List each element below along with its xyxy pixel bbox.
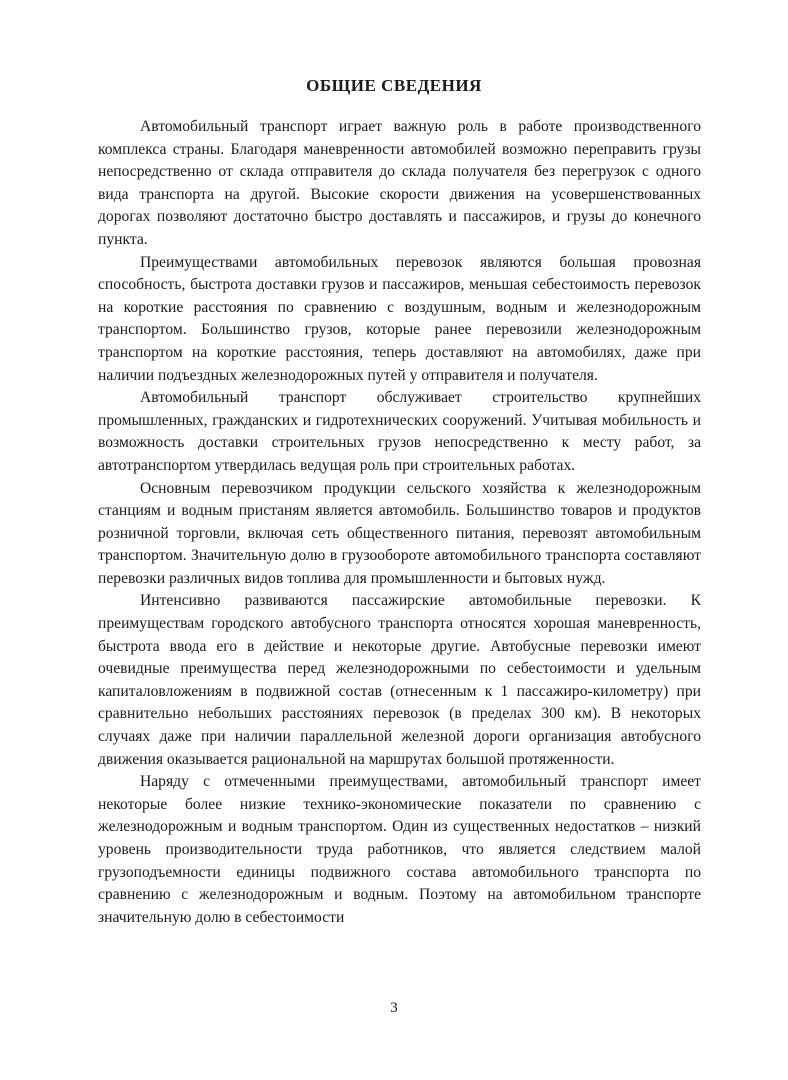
paragraph: Интенсивно развиваются пассажирские автомобильные перевозки. К преимуществам городского автобусного транспорта относятся хорошая маневренность, быстрота ввода его в действие и некоторые другие. Автобусные перевозки имеют очевидные преимущества перед железнодорожными по себестоимости и удельным капиталовложениям в подвижной состав (отнесенным к 1 пассажиро-километру) при сравнительно небольших расстояниях перевозок (в пределах 300 км). В некоторых случаях даже при наличии параллельной железной дороги организация автобусного движения оказывается рациональной на маршрутах большой протяженности. — [98, 592, 701, 768]
paragraph: Наряду с отмеченными преимуществами, автомобильный транспорт имеет некоторые более низкие технико-экономические показатели по сравнению с железнодорожным и водным транспортом. Один из существенных недостатков – низкий уровень производительности труда работников, что является следствием малой грузоподъемности единицы подвижного состава автомобильного транспорта по сравнению с железнодорожным и водным. Поэтому на автомобильном транспорте значительную долю в себестоимости — [98, 773, 701, 926]
paragraph: Автомобильный транспорт играет важную роль в работе производственного комплекса страны. Благодаря маневренности автомобилей возможно переправить грузы непосредственно от склада отправителя до склада получателя без перегрузок с одного вида транспорта на другой. Высокие скорости движения на усовершенствованных дорогах позволяют достаточно быстро доставлять и пассажиров, и грузы до конечного пункта. — [98, 118, 701, 248]
paragraph: Преимуществами автомобильных перевозок являются большая провозная способность, быстрота доставки грузов и пассажиров, меньшая себестоимость перевозок на короткие расстояния по сравнению с воздушным, водным и железнодорожным транспортом. Большинство грузов, которые ранее перевозили железнодорожным транспортом на короткие расстояния, теперь доставляют на автомобилях, даже при наличии подъездных железнодорожных путей у отправителя и получателя. — [98, 253, 701, 384]
page-number: 3 — [390, 1000, 398, 1016]
paragraph: Автомобильный транспорт обслуживает строительство крупнейших промышленных, гражданских и гидротехнических сооружений. Учитывая мобильность и возможность доставки строительных грузов непосредственно к месту работ, за автотранспортом утвердилась ведущая роль при строительных работах. — [98, 389, 701, 474]
page-heading: ОБЩИЕ СВЕДЕНИЯ — [306, 76, 482, 95]
paragraph: Основным перевозчиком продукции сельского хозяйства к железнодорожным станциям и водным пристаням является автомобиль. Большинство товаров и продуктов розничной торговли, включая сеть общественного питания, перевозят автомобильным транспортом. Значительную долю в грузообороте автомобильного транспорта составляют перевозки различных видов топлива для промышленности и бытовых нужд. — [98, 479, 701, 587]
body-text — [98, 116, 701, 929]
